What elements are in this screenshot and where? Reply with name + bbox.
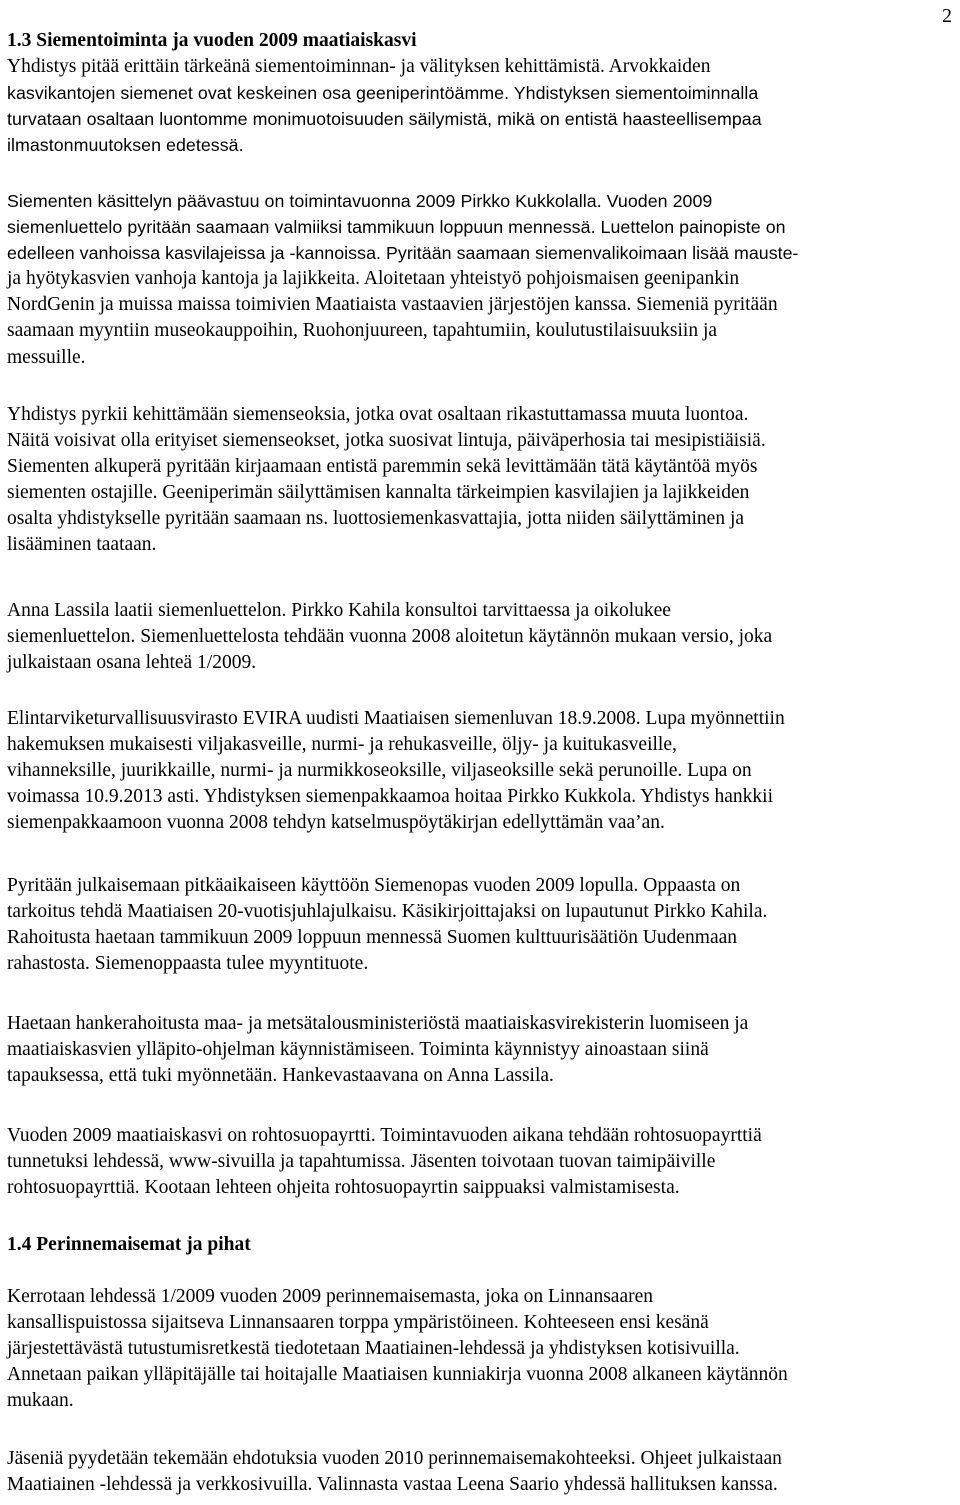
- text-line: Pyritään julkaisemaan pitkäaikaiseen käyttöön Siemenopas vuoden 2009 lopulla. Oppaasta on: [7, 875, 741, 896]
- text-line: tapauksessa, että tuki myönnetään. Hankevastaavana on Anna Lassila.: [7, 1065, 554, 1087]
- text-line: ilmastonmuutoksen edetessä.: [7, 135, 244, 156]
- paragraph-intro: [7, 54, 762, 158]
- text-line: Yhdistys pitää erittäin tärkeänä siementoiminnan- ja välityksen kehittämistä. Arvokkaiden: [7, 56, 711, 77]
- text-line: Jäseniä pyydetään tekemään ehdotuksia vuoden 2010 perinnemaisemakohteeksi. Ohjeet julkaistaan: [7, 1448, 782, 1469]
- text-line: hakemuksen mukaisesti viljakasveille, nurmi- ja rehukasveille, öljy- ja kuitukasveille,: [7, 734, 677, 756]
- section-1-3: [7, 28, 762, 158]
- text-line: Vuoden 2009 maatiaiskasvi on rohtosuopayrtti. Toimintavuoden aikana tehdään rohtosuopayrttiä: [7, 1125, 762, 1146]
- text-line: Maatiainen -lehdessä ja verkkosivuilla. Valinnasta vastaa Leena Saario yhdessä hallituksen kanssa.: [7, 1474, 778, 1496]
- text-line: Haetaan hankerahoitusta maa- ja metsätalousministeriöstä maatiaiskasvirekisterin luomiseen ja: [7, 1013, 749, 1034]
- paragraph-seed-mixes: [7, 402, 766, 559]
- text-line: messuille.: [7, 346, 86, 368]
- paragraph-seed-handling: [7, 188, 799, 371]
- text-line: julkaistaan osana lehteä 1/2009.: [7, 652, 257, 674]
- text-line: edelleen vanhoissa kasvilajeissa ja -kannoissa. Pyritään saamaan siemenvalikoimaan lisää mauste-: [7, 243, 799, 264]
- text-line: NordGenin ja muissa maissa toimivien Maatiaista vastaavien järjestöjen kanssa. Siemeniä pyritään: [7, 294, 778, 316]
- paragraph-project-funding: [7, 1011, 748, 1089]
- page-number: 2: [942, 5, 952, 27]
- text-line: siemenluettelon. Siemenluettelosta tehdään vuonna 2008 aloitetun käytännön mukaan versio, joka: [7, 626, 773, 648]
- text-line: rahastosta. Siemenoppaasta tulee myyntituote.: [7, 953, 369, 975]
- section-heading: 1.3 Siementoiminta ja vuoden 2009 maatiaiskasvi: [7, 30, 417, 51]
- text-line: Rahoitusta haetaan tammikuun 2009 loppuun mennessä Suomen kulttuurisäätiön Uudenmaan: [7, 927, 738, 949]
- text-line: lisääminen taataan.: [7, 534, 157, 556]
- text-line: Siementen alkuperä pyritään kirjaamaan entistä paremmin sekä levittämään tätä käytäntöä myös: [7, 456, 758, 478]
- text-line: Annetaan paikan ylläpitäjälle tai hoitajalle Maatiaisen kunniakirja vuonna 2008 alkaneen käytännön: [7, 1364, 788, 1386]
- paragraph-suggestions: [7, 1446, 782, 1498]
- text-line: siemenluettelo pyritään saamaan valmiiksi tammikuun loppuun mennessä. Luettelon painopiste on: [7, 217, 786, 238]
- text-line: ja hyötykasvien vanhoja kantoja ja lajikkeita. Aloitetaan yhteistyö pohjoismaisen geenipankin: [7, 268, 740, 290]
- text-line: saamaan myyntiin museokauppoihin, Ruohonjuureen, tapahtumiin, koulutustilaisuuksiin ja: [7, 320, 718, 342]
- text-line: Yhdistys pyrkii kehittämään siemenseoksia, jotka ovat osaltaan rikastuttamassa muuta luontoa.: [7, 404, 749, 425]
- text-line: rohtosuopayrttiä. Kootaan lehteen ohjeita rohtosuopayrtin saippuaksi valmistamisesta.: [7, 1177, 680, 1199]
- paragraph-seed-catalogue: [7, 598, 772, 676]
- text-line: Elintarviketurvallisuusvirasto EVIRA uudisti Maatiaisen siemenluvan 18.9.2008. Lupa myönnettiin: [7, 708, 785, 729]
- section-1-4: [7, 1232, 251, 1258]
- paragraph-evira-permit: [7, 706, 785, 836]
- text-line: siementen ostajille. Geeniperimän säilyttämisen kannalta tärkeimpien kasvilajien ja lajikkeiden: [7, 482, 750, 504]
- text-line: Anna Lassila laatii siemenluettelon. Pirkko Kahila konsultoi tarvittaessa ja oikolukee: [7, 600, 671, 621]
- paragraph-plant-of-the-year: [7, 1123, 762, 1201]
- text-line: kansallispuistossa sijaitseva Linnansaaren torppa ympäristöineen. Kohteeseen ensi kesänä: [7, 1312, 709, 1334]
- text-line: järjestettävästä tutustumisretkestä tiedotetaan Maatiainen-lehdessä ja yhdistyksen kotisivuilla.: [7, 1338, 740, 1360]
- text-line: Näitä voisivat olla erityiset siemenseokset, jotka suosivat lintuja, päiväperhosia tai mesipistiäisiä.: [7, 430, 766, 452]
- text-line: vihanneksille, juurikkaille, nurmi- ja nurmikkoseoksille, viljaseoksille sekä perunoille. Lupa on: [7, 760, 752, 782]
- text-line: tarkoitus tehdä Maatiaisen 20-vuotisjuhlajulkaisu. Käsikirjoittajaksi on lupautunut Pirkko Kahila.: [7, 901, 768, 923]
- text-line: kasvikantojen siemenet ovat keskeinen osa geeniperintöämme. Yhdistyksen siementoiminnalla: [7, 83, 759, 104]
- text-line: voimassa 10.9.2013 asti. Yhdistyksen siemenpakkaamoa hoitaa Pirkko Kukkola. Yhdistys hankkii: [7, 786, 773, 808]
- section-heading: 1.4 Perinnemaisemat ja pihat: [7, 1234, 251, 1255]
- text-line: maatiaiskasvien ylläpito-ohjelman käynnistämiseen. Toiminta käynnistyy ainoastaan siinä: [7, 1039, 709, 1061]
- text-line: Kerrotaan lehdessä 1/2009 vuoden 2009 perinnemaisemasta, joka on Linnansaaren: [7, 1286, 654, 1307]
- text-line: tunnetuksi lehdessä, www-sivuilla ja tapahtumissa. Jäsenten toivotaan tuovan taimipäiville: [7, 1151, 716, 1173]
- text-line: osalta yhdistykselle pyritään saamaan ns. luottosiemenkasvattajia, jotta niiden säilyttäminen ja: [7, 508, 745, 530]
- text-line: turvataan osaltaan luontomme monimuotoisuuden säilymistä, mikä on entistä haasteellisempaa: [7, 109, 762, 130]
- paragraph-heritage-landscape: [7, 1284, 788, 1414]
- text-line: siemenpakkaamoon vuonna 2008 tehdyn katselmuspöytäkirjan edellyttämän vaa’an.: [7, 812, 665, 834]
- text-line: mukaan.: [7, 1390, 74, 1412]
- paragraph-seed-guide: [7, 873, 767, 977]
- text-line: Siementen käsittelyn päävastuu on toimintavuonna 2009 Pirkko Kukkolalla. Vuoden 2009: [7, 191, 713, 211]
